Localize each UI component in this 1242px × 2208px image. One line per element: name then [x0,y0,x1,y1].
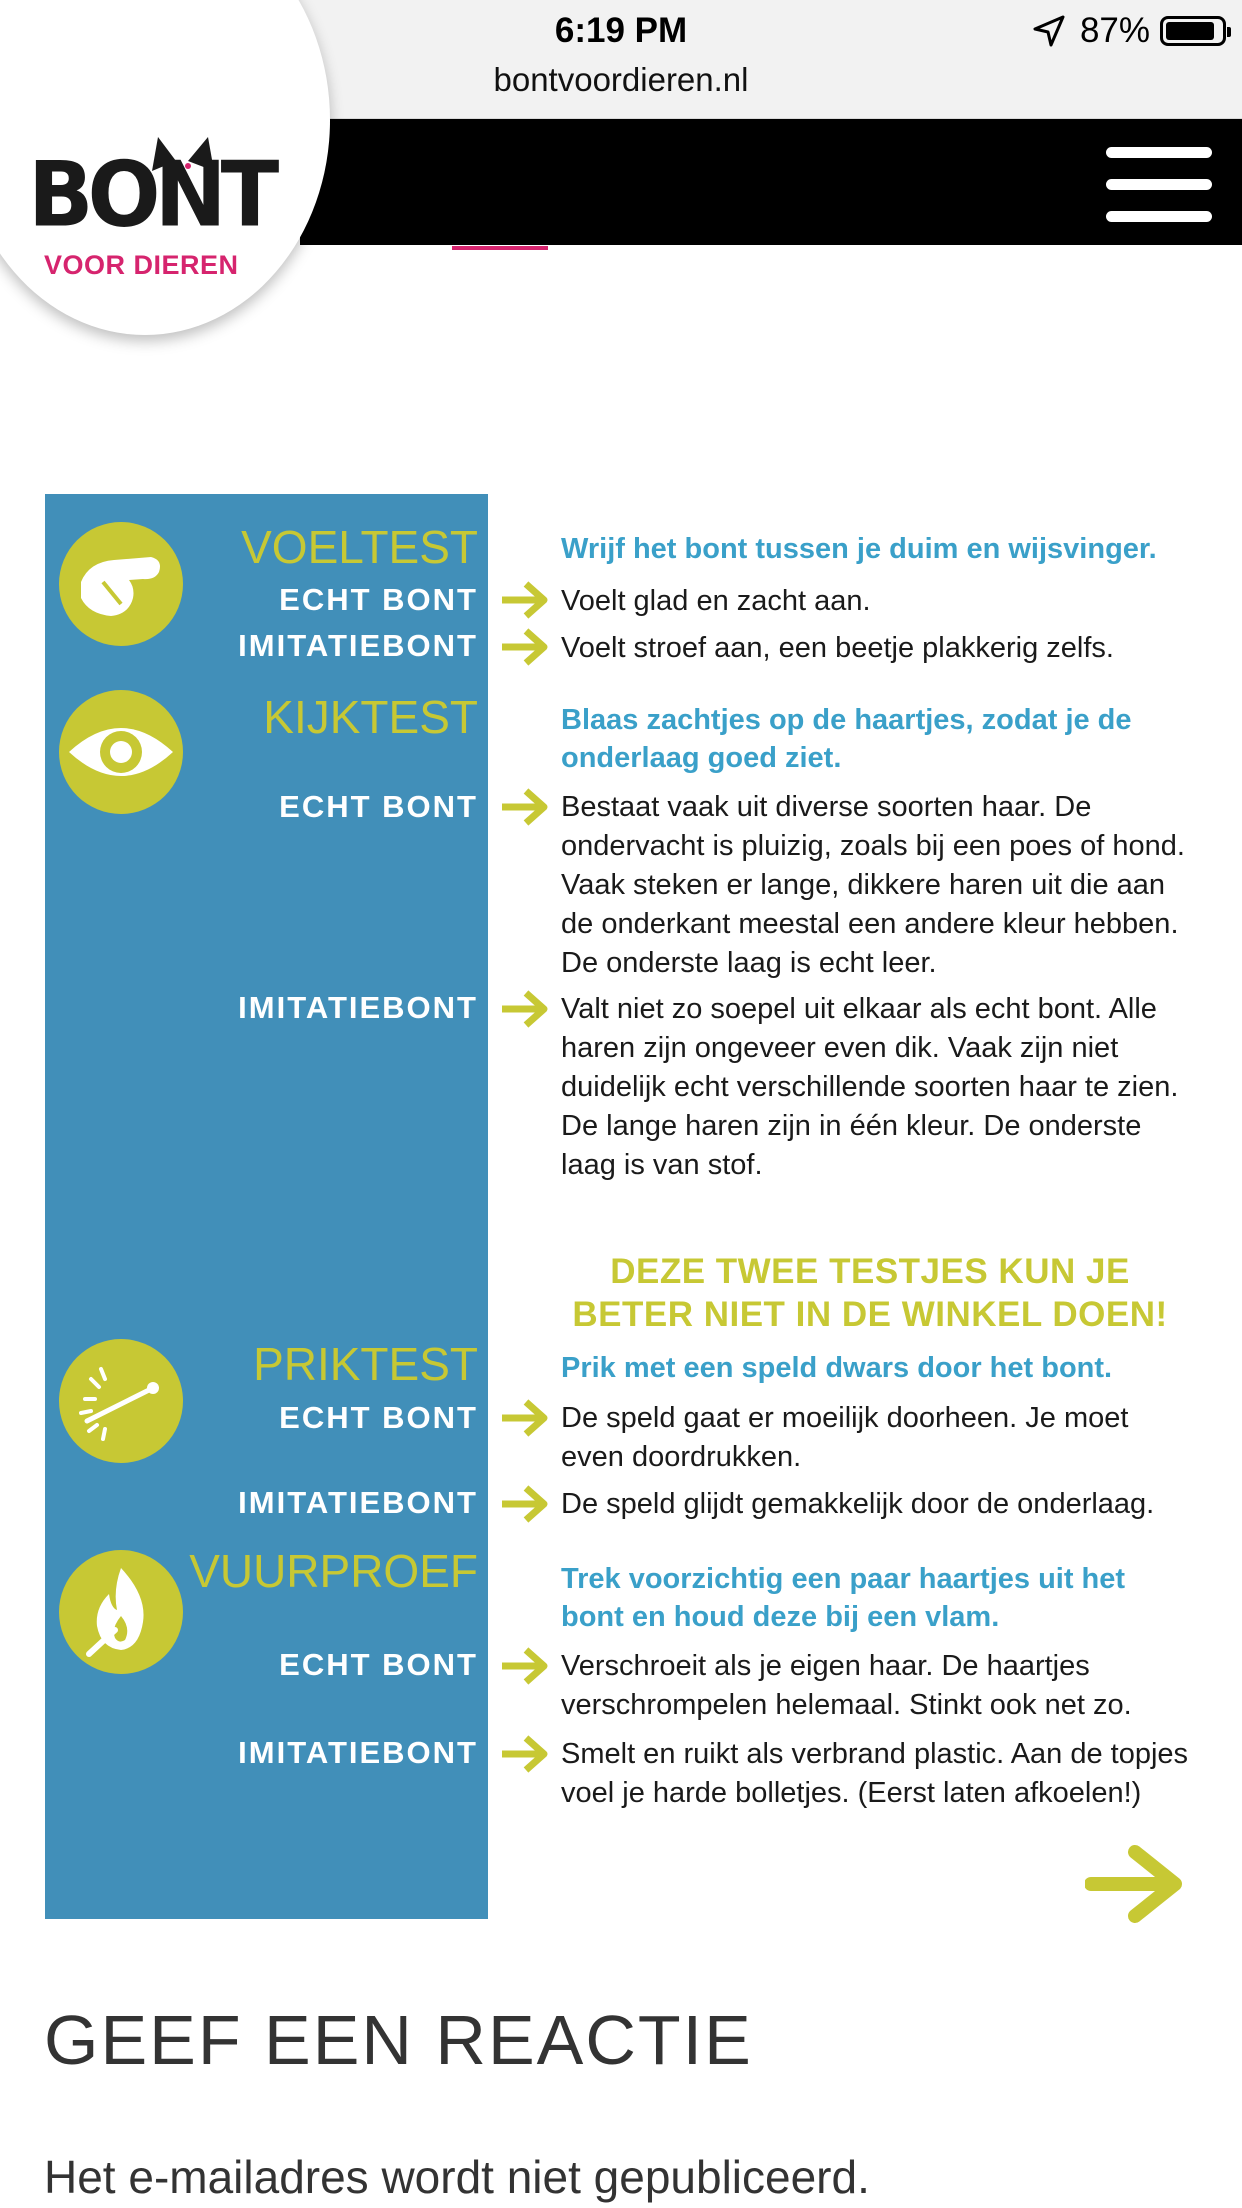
flame-icon [59,1550,183,1674]
arrow-right-icon [500,626,552,668]
vuurproef-echt-label: ECHT BONT [279,1647,478,1682]
status-right [1032,8,1226,54]
arrow-right-icon [500,579,552,621]
location-arrow-icon [1032,14,1066,48]
arrow-right-icon [500,1397,552,1439]
priktest-title: PRIKTEST [253,1338,478,1390]
priktest-imitatie-label: IMITATIEBONT [238,1485,478,1520]
priktest-imitatie-text: De speld glijdt gemakkelijk door de onderlaag. [561,1488,1155,1520]
arrow-right-icon [500,1483,552,1525]
arrow-right-icon [500,1733,552,1775]
voeltest-instruction: Wrijf het bont tussen je duim en wijsvinger. [561,533,1157,565]
voeltest-imitatie-text: Voelt stroef aan, een beetje plakkerig zelfs. [561,632,1114,664]
vuurproef-echt-text: Verschroeit als je eigen haar. De haartjes verschrompelen helemaal. Stinkt ook net zo. [561,1650,1132,1721]
voeltest-imitatie-label: IMITATIEBONT [238,628,478,663]
kijktest-imitatie-label: IMITATIEBONT [238,990,478,1025]
battery-icon [1160,16,1226,46]
fur-test-infographic [45,494,1195,1919]
battery-percent: 87% [1079,11,1150,50]
priktest-instruction: Prik met een speld dwars door het bont. [561,1352,1113,1384]
vuurproef-title: VUURPROEF [189,1545,478,1597]
arrow-right-icon [500,1645,552,1687]
reply-heading: GEEF EEN REACTIE [44,2001,753,2079]
priktest-echt-label: ECHT BONT [279,1400,478,1435]
kijktest-echt-label: ECHT BONT [279,789,478,824]
vuurproef-imitatie-label: IMITATIEBONT [238,1735,478,1770]
eye-icon [59,690,183,814]
arrow-right-icon [500,988,552,1030]
status-time: 6:19 PM [554,11,688,50]
address-bar-url[interactable]: bontvoordieren.nl [493,61,749,98]
logo-wordmark: BONT [28,142,274,248]
next-arrow-icon[interactable] [1085,1844,1189,1924]
hamburger-menu-button[interactable] [1106,147,1212,223]
reply-email-note: Het e-mailadres wordt niet gepubliceerd. [44,2151,870,2203]
voeltest-title: VOELTEST [241,521,478,573]
arrow-right-icon [500,786,552,828]
pin-icon [59,1339,183,1463]
site-header-bar [300,119,1242,245]
warning-text: DEZE TWEE TESTJES KUN JE BETER NIET IN DE WINKEL DOEN! [572,1252,1168,1334]
kijktest-title: KIJKTEST [263,691,478,743]
active-nav-indicator [452,246,548,250]
hand-touch-icon [59,522,183,646]
voeltest-echt-label: ECHT BONT [279,582,478,617]
voeltest-echt-text: Voelt glad en zacht aan. [561,585,871,617]
vuurproef-imitatie-text: Smelt en ruikt als verbrand plastic. Aan de topjes voel je harde bolletjes. (Eerst laten afkoelen!) [561,1738,1189,1809]
kijktest-instruction: Blaas zachtjes op de haartjes, zodat je de onderlaag goed ziet. [561,704,1132,774]
kijktest-imitatie-text: Valt niet zo soepel uit elkaar als echt bont. Alle haren zijn ongeveer even dik. Vaak zijn niet duidelijk echt verschillende soorten haar te zien. De lange haren zijn in één kleur. De onderste laag is van stof. [561,993,1179,1181]
kijktest-echt-text: Bestaat vaak uit diverse soorten haar. De ondervacht is pluizig, zoals bij een poes of hond. Vaak steken er lange, dikkere haren uit die aan de onderkant meestal een andere kleur hebben. De onderste laag is echt leer. [561,791,1185,979]
priktest-echt-text: De speld gaat er moeilijk doorheen. Je moet even doordrukken. [561,1402,1129,1473]
vuurproef-instruction: Trek voorzichtig een paar haartjes uit het bont en houd deze bij een vlam. [561,1563,1126,1633]
logo-subtitle: VOOR DIEREN [44,250,239,280]
